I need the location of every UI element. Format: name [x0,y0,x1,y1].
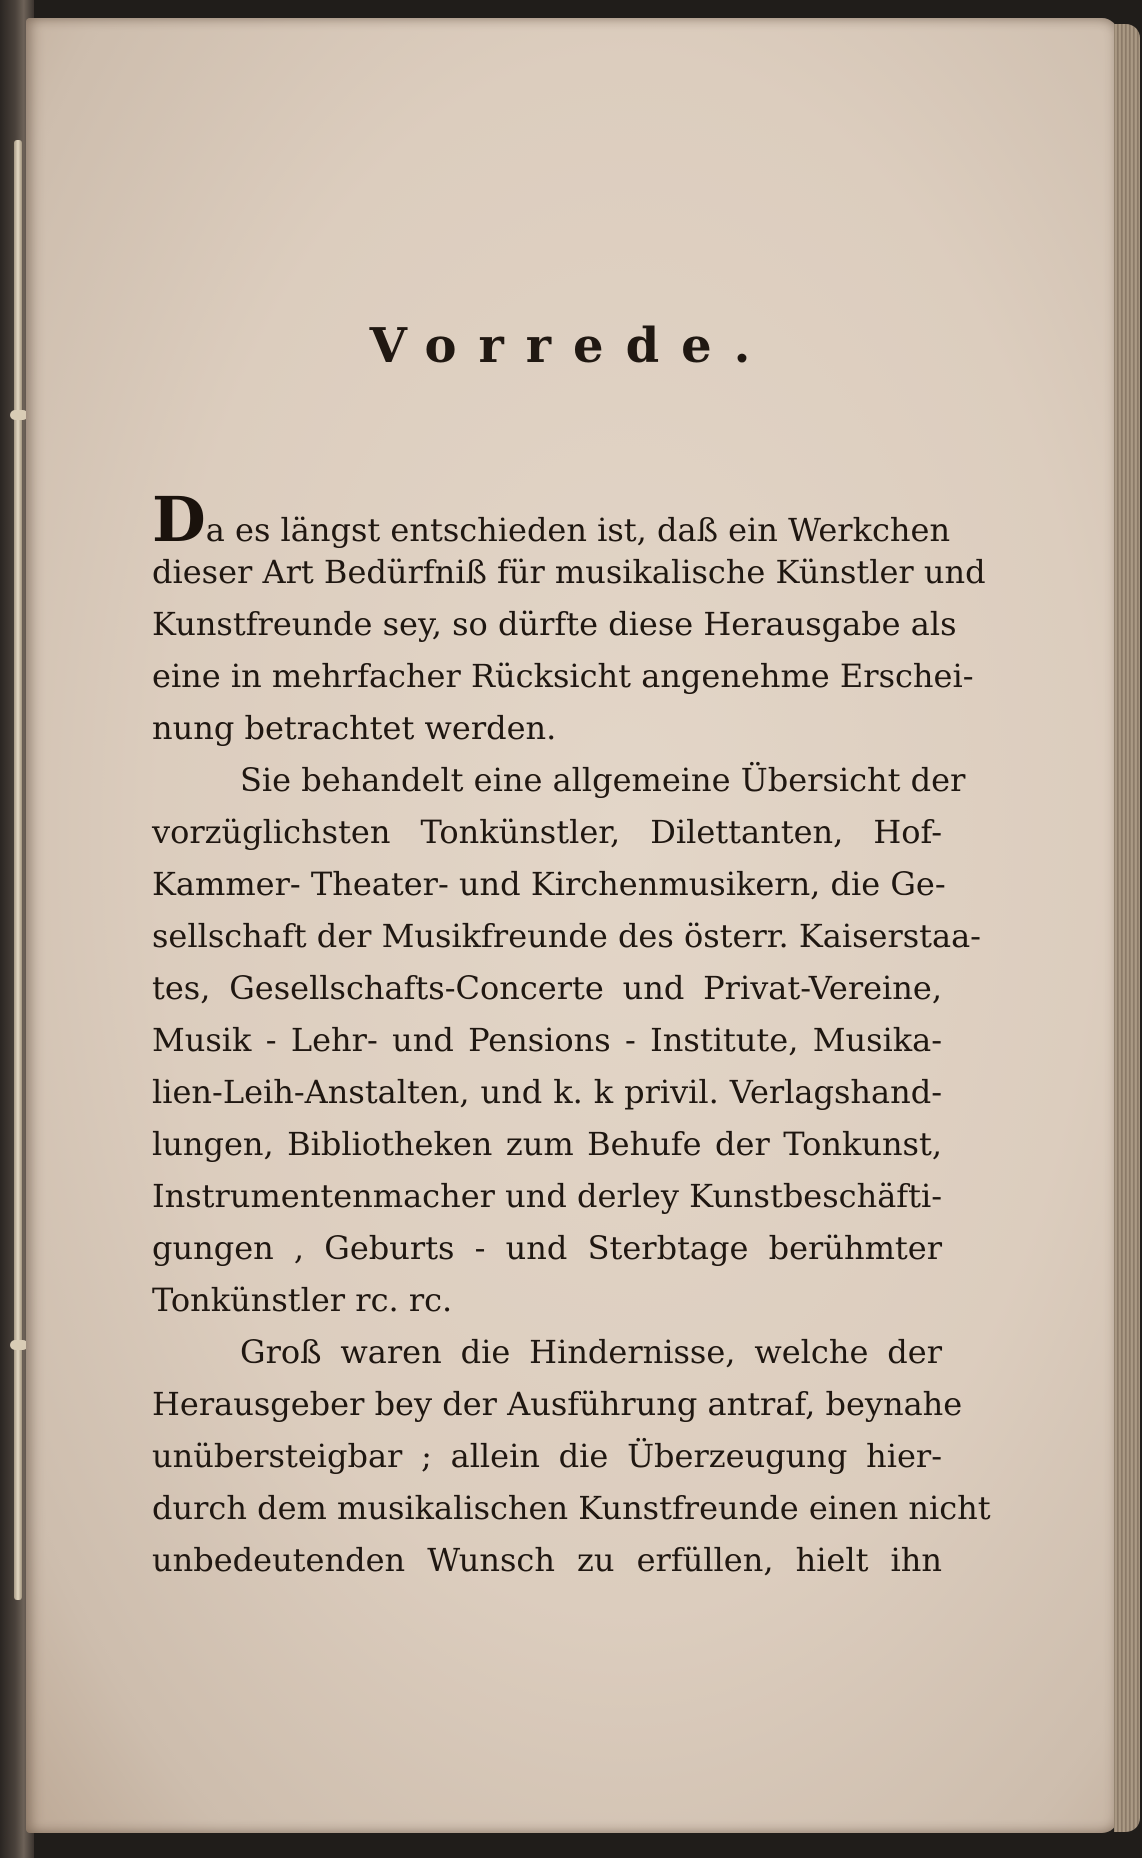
text-line: Instrumentenmacher und derley Kunstbeschäfti- [152,1177,943,1215]
text-line: Sie behandelt eine allgemeine Übersicht der [240,761,966,799]
text-line: Musik - Lehr- und Pensions - Institute, Musika- [152,1021,942,1059]
text-line: Herausgeber bey der Ausführung antraf, beynahe [152,1385,963,1423]
text-line: Tonkünstler rc. rc. [152,1281,453,1319]
text-line: unbedeutenden Wunsch zu erfüllen, hielt ihn [152,1541,942,1579]
page-stack-edge [1114,24,1140,1832]
text-line: tes, Gesellschafts-Concerte und Privat-Vereine, [152,969,942,1007]
text-line: sellschaft der Musikfreunde des österr. Kaiserstaa- [152,917,981,955]
text-line: gungen , Geburts - und Sterbtage berühmter [152,1229,942,1267]
drop-cap: D [152,483,206,556]
text-line [152,483,951,556]
text-line: unübersteigbar ; allein die Überzeugung hier- [152,1437,942,1475]
body-text [152,483,991,1586]
drop-cap-rest: a es längst entschieden ist, daß ein Werkchen [205,511,951,549]
binding-thread [14,140,22,440]
page-title: Vorrede. [369,318,773,374]
text-line: eine in mehrfacher Rücksicht angenehme Erschei- [152,657,974,695]
binding-thread [14,1340,22,1600]
text-line: lien-Leih-Anstalten, und k. k privil. Verlagshand- [152,1073,942,1111]
text-line: Groß waren die Hindernisse, welche der [240,1333,942,1371]
text-line: nung betrachtet werden. [152,709,557,747]
binding-thread [14,420,22,1350]
text-line: lungen, Bibliotheken zum Behufe der Tonkunst, [152,1125,942,1163]
text-line: durch dem musikalischen Kunstfreunde einen nicht [152,1489,991,1527]
text-line: dieser Art Bedürfniß für musikalische Künstler und [152,553,986,591]
text-line: Kunstfreunde sey, so dürfte diese Herausgabe als [152,605,957,643]
text-line: Kammer- Theater- und Kirchenmusikern, die Ge- [152,865,946,903]
text-line: vorzüglichsten Tonkünstler, Dilettanten, Hof- [152,813,942,851]
